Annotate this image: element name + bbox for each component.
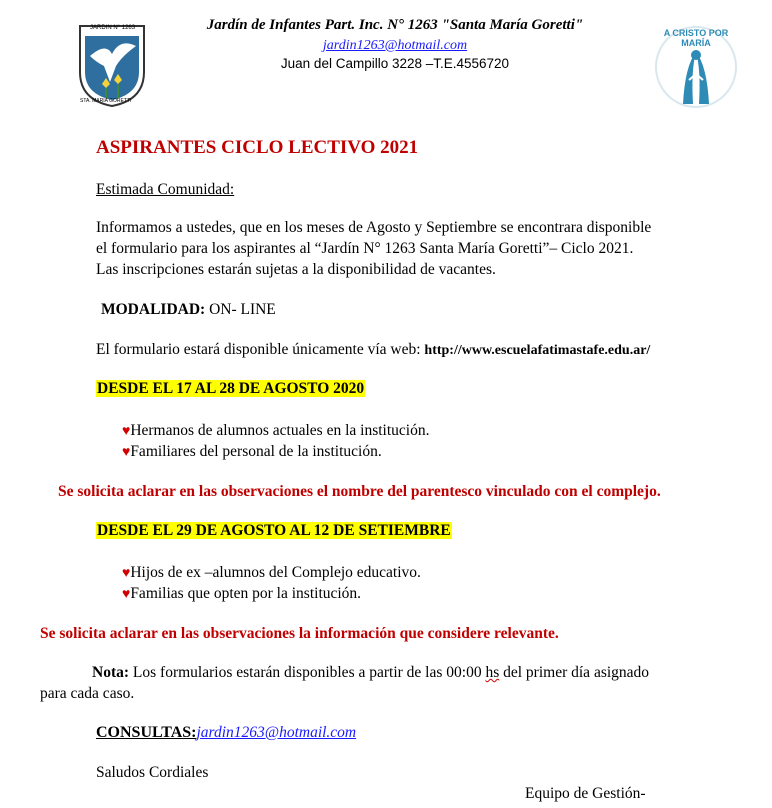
- list-item-text: Familiares del personal de la institución.: [130, 443, 382, 460]
- list-item: [122, 564, 421, 582]
- nota-line-2: para cada caso.: [40, 685, 135, 702]
- period-2-text: DESDE EL 29 DE AGOSTO AL 12 DE SETIEMBRE: [97, 522, 451, 539]
- school-logo: [76, 22, 148, 108]
- heart-icon: ♥: [122, 566, 131, 581]
- period-1-text: DESDE EL 17 AL 28 DE AGOSTO 2020: [97, 380, 365, 397]
- intro-line-1: Informamos a ustedes, que en los meses de Agosto y Septiembre se encontrara disponible: [96, 219, 652, 236]
- intro-line-2: el formulario para los aspirantes al “Jardín N° 1263 Santa María Goretti”– Ciclo 2021.: [96, 240, 634, 257]
- nota-label: Nota:: [92, 664, 130, 681]
- list-item-text: Hijos de ex –alumnos del Complejo educativo.: [130, 564, 421, 581]
- nota-text-end: del primer día asignado: [499, 664, 650, 681]
- school-name: Jardín de Infantes Part. Inc. N° 1263 "Santa María Goretti": [206, 17, 584, 33]
- modalidad-line: [101, 301, 276, 319]
- heart-icon: ♥: [122, 445, 131, 460]
- period-1-heading: [96, 380, 365, 398]
- consultas-label: CONSULTAS:: [96, 724, 197, 741]
- page-title: ASPIRANTES CICLO LECTIVO 2021: [96, 137, 419, 158]
- logo-motto: A CRISTO POR MARÍA: [663, 28, 729, 48]
- logo-top-text: JARDIN N° 1263: [90, 25, 136, 31]
- note-2: Se solicita aclarar en las observaciones la información que considere relevante.: [40, 625, 559, 642]
- list-item: [122, 585, 361, 603]
- web-text: El formulario estará disponible únicamente vía web:: [96, 341, 425, 358]
- signature: Equipo de Gestión-: [525, 785, 646, 802]
- school-address: Juan del Campillo 3228 –T.E.4556720: [280, 56, 510, 71]
- greeting: Estimada Comunidad:: [96, 181, 235, 198]
- web-line: [96, 341, 650, 359]
- list-item-text: Familias que opten por la institución.: [130, 585, 362, 602]
- a-cristo-por-maria-logo: [651, 22, 741, 110]
- modalidad-label: MODALIDAD:: [101, 301, 206, 318]
- consultas-line: [96, 724, 356, 742]
- heart-icon: ♥: [122, 424, 131, 439]
- nota-line-1: [92, 664, 649, 682]
- list-item-text: Hermanos de alumnos actuales en la institución.: [130, 422, 430, 439]
- list-item: [122, 422, 429, 440]
- note-1: Se solicita aclarar en las observaciones el nombre del parentesco vinculado con el complejo.: [58, 483, 661, 500]
- nota-hs: hs: [485, 664, 500, 681]
- consultas-email-link[interactable]: jardin1263@hotmail.com: [196, 724, 357, 741]
- nota-text: Los formularios estarán disponibles a partir de las 00:00: [129, 664, 486, 681]
- header-email-link[interactable]: jardin1263@hotmail.com: [322, 38, 468, 53]
- modalidad-value: ON- LINE: [205, 301, 276, 318]
- period-2-heading: [96, 522, 452, 540]
- closing: Saludos Cordiales: [96, 764, 209, 781]
- web-url-link[interactable]: http://www.escuelafatimastafe.edu.ar/: [424, 343, 651, 358]
- list-item: [122, 443, 382, 461]
- intro-line-3: Las inscripciones estarán sujetas a la disponibilidad de vacantes.: [96, 261, 496, 278]
- logo-bottom-text: STA. MARIA GORETTI: [80, 98, 132, 104]
- heart-icon: ♥: [122, 587, 131, 602]
